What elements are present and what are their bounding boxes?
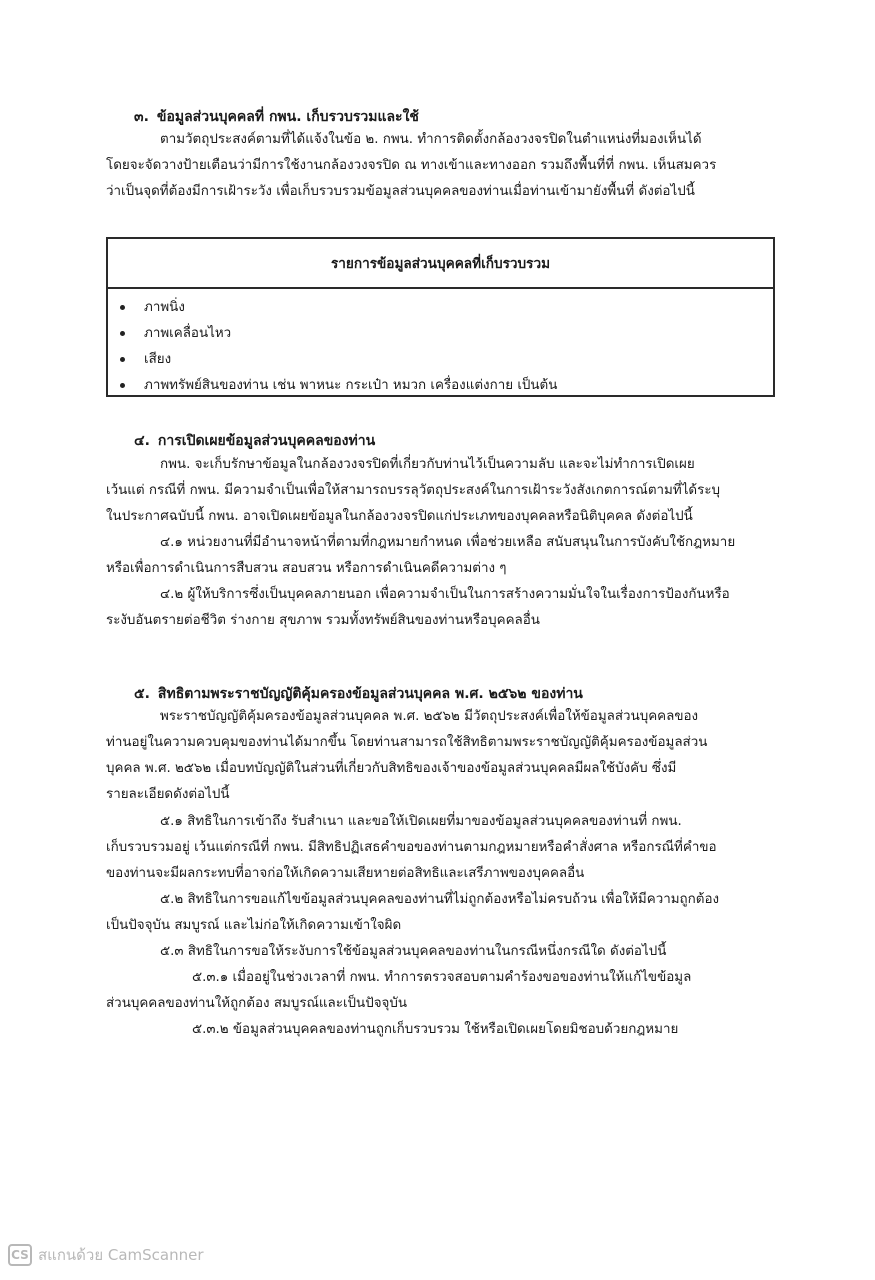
section-4-title: การเปิดเผยข้อมูลส่วนบุคคลของท่าน xyxy=(157,433,376,449)
section-5-heading xyxy=(134,683,583,705)
section-5-line: ส่วนบุคคลของท่านให้ถูกต้อง สมบูรณ์และเป็นปัจจุบัน xyxy=(106,996,408,1011)
section-3-number: ๓. xyxy=(134,109,149,125)
table-item-text: ภาพเคลื่อนไหว xyxy=(144,326,232,341)
camscanner-logo-icon: CS xyxy=(8,1244,32,1266)
section-5-line: เป็นปัจจุบัน สมบูรณ์ และไม่ก่อให้เกิดความเข้าใจผิด xyxy=(106,918,402,933)
section-4-line: เว้นแต่ กรณีที่ กพน. มีความจำเป็นเพื่อให้สามารถบรรลุวัตถุประสงค์ในการเฝ้าระวังสังเกตการณ์ตามที่ได้ระบุ xyxy=(106,483,721,498)
table-header: รายการข้อมูลส่วนบุคคลที่เก็บรวบรวม xyxy=(108,239,773,289)
section-5-line: ๕.๓.๑ เมื่ออยู่ในช่วงเวลาที่ กพน. ทำการตรวจสอบตามคำร้องขอของท่านให้แก้ไขข้อมูล xyxy=(192,970,692,985)
bullet-icon xyxy=(120,357,125,362)
section-3-title: ข้อมูลส่วนบุคคลที่ กพน. เก็บรวบรวมและใช้ xyxy=(156,109,419,125)
section-5-line: พระราชบัญญัติคุ้มครองข้อมูลส่วนบุคคล พ.ศ. ๒๕๖๒ มีวัตถุประสงค์เพื่อให้ข้อมูลส่วนบุคคลของ xyxy=(160,709,699,724)
bullet-icon xyxy=(120,331,125,336)
section-4-line: ๔.๑ หน่วยงานที่มีอำนาจหน้าที่ตามที่กฎหมายกำหนด เพื่อช่วยเหลือ สนับสนุนในการบังคับใช้กฎหมาย xyxy=(160,535,736,550)
section-5-line: เก็บรวบรวมอยู่ เว้นแต่กรณีที่ กพน. มีสิทธิปฏิเสธคำขอของท่านตามกฎหมายหรือคำสั่งศาล หรือกรณีที่คำขอ xyxy=(106,840,717,855)
section-4-line: ในประกาศฉบับนี้ กพน. อาจเปิดเผยข้อมูลในกล้องวงจรปิดแก่ประเภทของบุคคลหรือนิติบุคคล ดังต่อไปนี้ xyxy=(106,509,693,524)
section-5-line: ๕.๒ สิทธิในการขอแก้ไขข้อมูลส่วนบุคคลของท่านที่ไม่ถูกต้องหรือไม่ครบถ้วน เพื่อให้มีความถูกต้อง xyxy=(160,892,720,907)
section-4-number: ๔. xyxy=(134,433,150,449)
section-5-line: ของท่านจะมีผลกระทบที่อาจก่อให้เกิดความเสียหายต่อสิทธิและเสรีภาพของบุคคลอื่น xyxy=(106,866,585,881)
section-3-heading xyxy=(134,106,419,128)
table-item-list xyxy=(108,289,773,399)
section-4-line: กพน. จะเก็บรักษาข้อมูลในกล้องวงจรปิดที่เกี่ยวกับท่านไว้เป็นความลับ และจะไม่ทำการเปิดเผย xyxy=(160,457,695,472)
section-5-number: ๕. xyxy=(134,686,150,702)
table-item-text: เสียง xyxy=(144,352,172,367)
table-item xyxy=(108,321,773,347)
section-5-line: ๕.๓ สิทธิในการขอให้ระงับการใช้ข้อมูลส่วนบุคคลของท่านในกรณีหนึ่งกรณีใด ดังต่อไปนี้ xyxy=(160,944,667,959)
section-3-line: ว่าเป็นจุดที่ต้องมีการเฝ้าระวัง เพื่อเก็บรวบรวมข้อมูลส่วนบุคคลของท่านเมื่อท่านเข้ามายังพื้นที่ ดังต่อไปนี้ xyxy=(106,184,695,199)
section-4-line: หรือเพื่อการดำเนินการสืบสวน สอบสวน หรือการดำเนินคดีความต่าง ๆ xyxy=(106,561,507,576)
section-4-line: ๔.๒ ผู้ให้บริการซึ่งเป็นบุคคลภายนอก เพื่อความจำเป็นในการสร้างความมั่นใจในเรื่องการป้องกันหรือ xyxy=(160,587,730,602)
section-5-line: รายละเอียดดังต่อไปนี้ xyxy=(106,787,230,802)
camscanner-watermark xyxy=(8,1243,204,1267)
section-5-line: ท่านอยู่ในความควบคุมของท่านได้มากขึ้น โดยท่านสามารถใช้สิทธิตามพระราชบัญญัติคุ้มครองข้อมูลส่วน xyxy=(106,735,708,750)
section-4-heading xyxy=(134,430,375,452)
table-item xyxy=(108,347,773,373)
section-4-line: ระงับอันตรายต่อชีวิต ร่างกาย สุขภาพ รวมทั้งทรัพย์สินของท่านหรือบุคคลอื่น xyxy=(106,613,540,628)
table-item xyxy=(108,295,773,321)
section-3-line: ตามวัตถุประสงค์ตามที่ได้แจ้งในข้อ ๒. กพน. ทำการติดตั้งกล้องวงจรปิดในตำแหน่งที่มองเห็นได้ xyxy=(160,132,702,147)
section-5-line: บุคคล พ.ศ. ๒๕๖๒ เมื่อบทบัญญัติในส่วนที่เกี่ยวกับสิทธิของเจ้าของข้อมูลส่วนบุคคลมีผลใช้บังคับ ซึ่งมี xyxy=(106,761,677,776)
bullet-icon xyxy=(120,305,125,310)
bullet-icon xyxy=(120,383,125,388)
table-item-text: ภาพทรัพย์สินของท่าน เช่น พาหนะ กระเป๋า หมวก เครื่องแต่งกาย เป็นต้น xyxy=(144,378,558,393)
section-5-title: สิทธิตามพระราชบัญญัติคุ้มครองข้อมูลส่วนบุคคล พ.ศ. ๒๕๖๒ ของท่าน xyxy=(157,686,583,702)
table-item-text: ภาพนิ่ง xyxy=(144,300,185,315)
section-5-line: ๕.๓.๒ ข้อมูลส่วนบุคคลของท่านถูกเก็บรวบรวม ใช้หรือเปิดเผยโดยมิชอบด้วยกฎหมาย xyxy=(192,1022,679,1037)
section-3-line: โดยจะจัดวางป้ายเตือนว่ามีการใช้งานกล้องวงจรปิด ณ ทางเข้าและทางออก รวมถึงพื้นที่ที่ กพน. เห็นสมควร xyxy=(106,158,717,173)
collected-data-table xyxy=(106,237,775,397)
camscanner-text: สแกนด้วย CamScanner xyxy=(38,1246,204,1264)
section-5-line: ๕.๑ สิทธิในการเข้าถึง รับสำเนา และขอให้เปิดเผยที่มาของข้อมูลส่วนบุคคลของท่านที่ กพน. xyxy=(160,814,682,829)
table-item xyxy=(108,373,773,399)
